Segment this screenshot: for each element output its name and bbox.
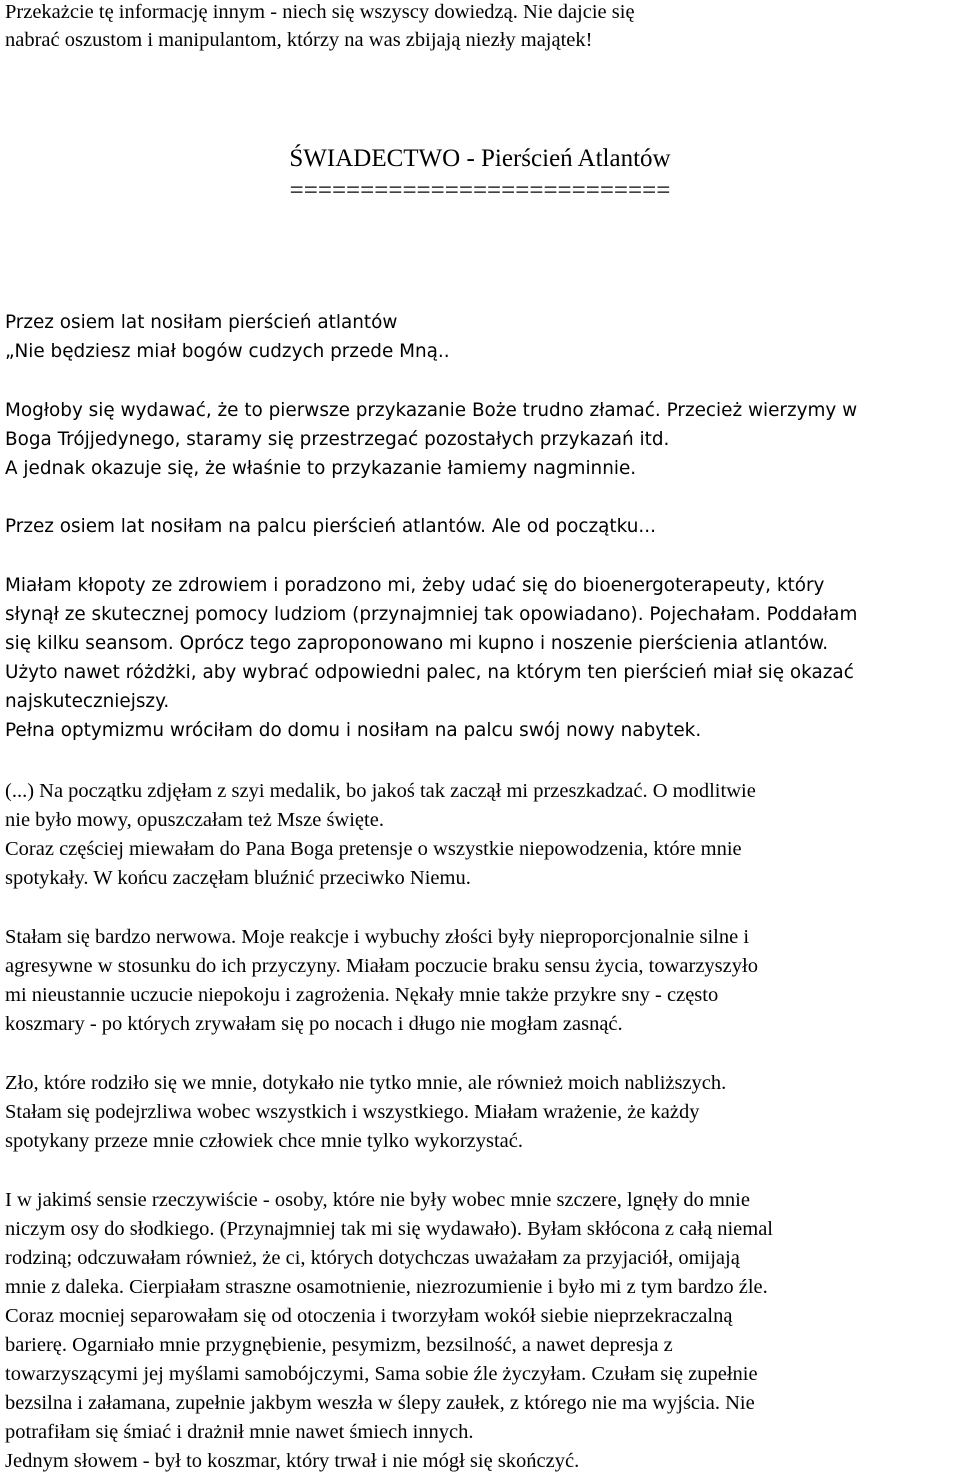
- text-line: „Nie będziesz miał bogów cudzych przede Mną..: [5, 341, 450, 362]
- intro-line-2: nabrać oszustom i manipulantom, którzy na was zbijają niezły majątek!: [5, 29, 593, 51]
- text-line: Mogłoby się wydawać, że to pierwsze przykazanie Boże trudno złamać. Przecież wierzymy w: [5, 400, 858, 421]
- text-line: spotykany przeze mnie człowiek chce mnie tylko wykorzystać.: [5, 1130, 524, 1152]
- text-line: Przez osiem lat nosiłam pierścień atlantów: [5, 312, 398, 333]
- text-line: Coraz częściej miewałam do Pana Boga pretensje o wszystkie niepowodzenia, które mnie: [5, 838, 742, 860]
- text-line: Jednym słowem - był to koszmar, który trwał i nie mógł się skończyć.: [5, 1450, 580, 1472]
- text-line: Boga Trójjedynego, staramy się przestrzegać pozostałych przykazań itd.: [5, 429, 670, 450]
- text-line: bezsilna i załamana, zupełnie jakbym weszła w ślepy zaułek, z którego nie ma wyjścia. Nie: [5, 1392, 755, 1414]
- intro-line-1: Przekażcie tę informację innym - niech się wszyscy dowiedzą. Nie dajcie się: [5, 1, 635, 23]
- text-line: Przez osiem lat nosiłam na palcu pierścień atlantów. Ale od początku...: [5, 516, 656, 537]
- text-line: słynął ze skutecznej pomocy ludziom (przynajmniej tak opowiadano). Pojechałam. Poddałam: [5, 604, 858, 625]
- text-line: Stałam się bardzo nerwowa. Moje reakcje i wybuchy złości były nieproporcjonalnie silne i: [5, 926, 750, 948]
- text-line: Zło, które rodziło się we mnie, dotykało nie tytko mnie, ale również moich nabliższych.: [5, 1072, 727, 1094]
- text-line: koszmary - po których zrywałam się po nocach i długo nie mogłam zasnąć.: [5, 1013, 623, 1035]
- text-line: agresywne w stosunku do ich przyczyny. Miałam poczucie braku sensu życia, towarzyszyło: [5, 955, 758, 977]
- text-line: niczym osy do słodkiego. (Przynajmniej tak mi się wydawało). Byłam skłócona z całą niemal: [5, 1218, 773, 1240]
- text-line: I w jakimś sensie rzeczywiście - osoby, które nie były wobec mnie szczere, lgnęły do mnie: [5, 1189, 750, 1211]
- text-line: Coraz mocniej separowałam się od otoczenia i tworzyłam wokół siebie nieprzekraczalną: [5, 1305, 733, 1327]
- text-line: mi nieustannie uczucie niepokoju i zagrożenia. Nękały mnie także przykre sny - często: [5, 984, 719, 1006]
- text-line: barierę. Ogarniało mnie przygnębienie, pesymizm, bezsilność, a nawet depresja z: [5, 1334, 673, 1356]
- text-line: się kilku seansom. Oprócz tego zaproponowano mi kupno i noszenie pierścienia atlantów.: [5, 633, 829, 654]
- text-line: Pełna optymizmu wróciłam do domu i nosiłam na palcu swój nowy nabytek.: [5, 720, 702, 741]
- title-underline: ===========================: [289, 177, 671, 204]
- text-line: Użyto nawet różdżki, aby wybrać odpowiedni palec, na którym ten pierścień miał się okazać: [5, 662, 854, 683]
- text-line: najskuteczniejszy.: [5, 691, 170, 712]
- text-line: nie było mowy, opuszczałam też Msze święte.: [5, 809, 384, 831]
- text-line: Miałam kłopoty ze zdrowiem i poradzono mi, żeby udać się do bioenergoterapeuty, który: [5, 575, 825, 596]
- text-line: Stałam się podejrzliwa wobec wszystkich i wszystkiego. Miałam wrażenie, że każdy: [5, 1101, 700, 1123]
- text-line: towarzyszącymi jej myślami samobójczymi, Sama sobie źle życzyłam. Czułam się zupełnie: [5, 1363, 758, 1385]
- text-line: (...) Na początku zdjęłam z szyi medalik, bo jakoś tak zaczął mi przeszkadzać. O modlitwie: [5, 780, 756, 802]
- document-title: ŚWIADECTWO - Pierścień Atlantów: [289, 145, 671, 172]
- text-line: spotykały. W końcu zaczęłam bluźnić przeciwko Niemu.: [5, 867, 471, 889]
- text-line: rodziną; odczuwałam również, że ci, których dotychczas uważałam za przyjaciół, omijają: [5, 1247, 740, 1269]
- text-line: mnie z daleka. Cierpiałam straszne osamotnienie, niezrozumienie i było mi z tym bardzo źle.: [5, 1276, 768, 1298]
- text-line: potrafiłam się śmiać i drażnił mnie nawet śmiech innych.: [5, 1421, 474, 1443]
- text-line: A jednak okazuje się, że właśnie to przykazanie łamiemy nagminnie.: [5, 458, 637, 479]
